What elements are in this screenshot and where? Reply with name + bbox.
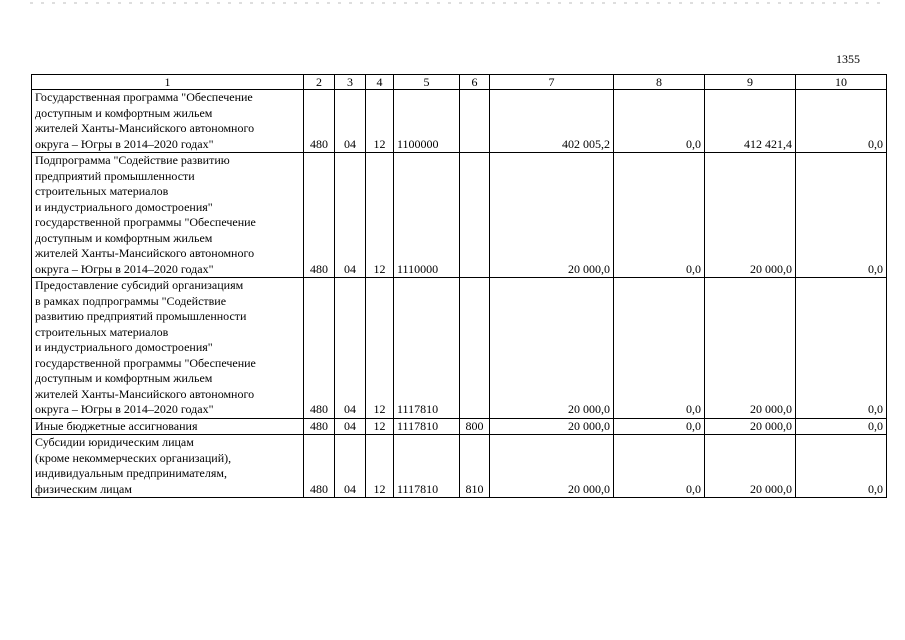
- cell-target-code: 1117810: [394, 278, 460, 419]
- cell-amount-7: 20 000,0: [490, 418, 614, 435]
- cell-amount-7: 20 000,0: [490, 435, 614, 498]
- cell-amount-10: 0,0: [796, 153, 887, 278]
- cell-amount-9: 20 000,0: [705, 418, 796, 435]
- cell-amount-7: 20 000,0: [490, 153, 614, 278]
- column-header: 6: [460, 75, 490, 90]
- table-row: [32, 418, 887, 435]
- cell-ministry-code: 480: [304, 278, 335, 419]
- cell-amount-9: 20 000,0: [705, 153, 796, 278]
- row-name: Подпрограмма "Содействие развитию предприятий промышленности строительных материалов и индустриального домостроения" государственной программы "Обеспечение доступным и комфортным жильем жителей Ханты-Мансийского автономного округа – Югры в 2014–2020 годах": [32, 153, 304, 278]
- row-name: Предоставление субсидий организациям в рамках подпрограммы "Содействие развитию предприятий промышленности строительных материалов и индустриального домостроения" государственной программы "Обеспечение доступным и комфортным жильем жителей Ханты-Мансийского автономного округа – Югры в 2014–2020 годах": [32, 278, 304, 419]
- cell-amount-10: 0,0: [796, 435, 887, 498]
- cell-section-code: 04: [335, 435, 366, 498]
- cell-ministry-code: 480: [304, 90, 335, 153]
- column-header: 3: [335, 75, 366, 90]
- cell-amount-8: 0,0: [614, 153, 705, 278]
- cell-ministry-code: 480: [304, 418, 335, 435]
- column-header: 2: [304, 75, 335, 90]
- table-row: [32, 153, 887, 278]
- cell-target-code: 1100000: [394, 90, 460, 153]
- cell-subsection-code: 12: [366, 153, 394, 278]
- column-header: 8: [614, 75, 705, 90]
- cell-amount-8: 0,0: [614, 435, 705, 498]
- cell-amount-8: 0,0: [614, 90, 705, 153]
- cell-expense-type: [460, 90, 490, 153]
- cell-subsection-code: 12: [366, 418, 394, 435]
- budget-table: [31, 74, 887, 498]
- row-name: Иные бюджетные ассигнования: [32, 418, 304, 435]
- row-name: Субсидии юридическим лицам (кроме некоммерческих организаций), индивидуальным предпринимателям, физическим лицам: [32, 435, 304, 498]
- cell-amount-9: 20 000,0: [705, 435, 796, 498]
- column-header: 5: [394, 75, 460, 90]
- table-header-row: [32, 75, 887, 90]
- scan-artifact-line: [30, 2, 880, 4]
- cell-amount-10: 0,0: [796, 278, 887, 419]
- cell-target-code: 1117810: [394, 435, 460, 498]
- cell-amount-8: 0,0: [614, 278, 705, 419]
- cell-amount-10: 0,0: [796, 418, 887, 435]
- cell-amount-9: 412 421,4: [705, 90, 796, 153]
- cell-section-code: 04: [335, 90, 366, 153]
- cell-subsection-code: 12: [366, 435, 394, 498]
- cell-target-code: 1110000: [394, 153, 460, 278]
- cell-section-code: 04: [335, 418, 366, 435]
- cell-ministry-code: 480: [304, 435, 335, 498]
- cell-section-code: 04: [335, 278, 366, 419]
- row-name: Государственная программа "Обеспечение доступным и комфортным жильем жителей Ханты-Мансийского автономного округа – Югры в 2014–2020 годах": [32, 90, 304, 153]
- column-header: 7: [490, 75, 614, 90]
- column-header: 1: [32, 75, 304, 90]
- cell-amount-8: 0,0: [614, 418, 705, 435]
- page-number: 1355: [836, 52, 860, 66]
- cell-amount-10: 0,0: [796, 90, 887, 153]
- column-header: 9: [705, 75, 796, 90]
- cell-ministry-code: 480: [304, 153, 335, 278]
- cell-amount-9: 20 000,0: [705, 278, 796, 419]
- cell-expense-type: [460, 153, 490, 278]
- column-header: 10: [796, 75, 887, 90]
- cell-expense-type: [460, 278, 490, 419]
- column-header: 4: [366, 75, 394, 90]
- cell-amount-7: 402 005,2: [490, 90, 614, 153]
- cell-section-code: 04: [335, 153, 366, 278]
- table-row: [32, 278, 887, 419]
- cell-expense-type: 810: [460, 435, 490, 498]
- cell-amount-7: 20 000,0: [490, 278, 614, 419]
- table-row: [32, 435, 887, 498]
- cell-expense-type: 800: [460, 418, 490, 435]
- cell-subsection-code: 12: [366, 278, 394, 419]
- cell-target-code: 1117810: [394, 418, 460, 435]
- table-row: [32, 90, 887, 153]
- cell-subsection-code: 12: [366, 90, 394, 153]
